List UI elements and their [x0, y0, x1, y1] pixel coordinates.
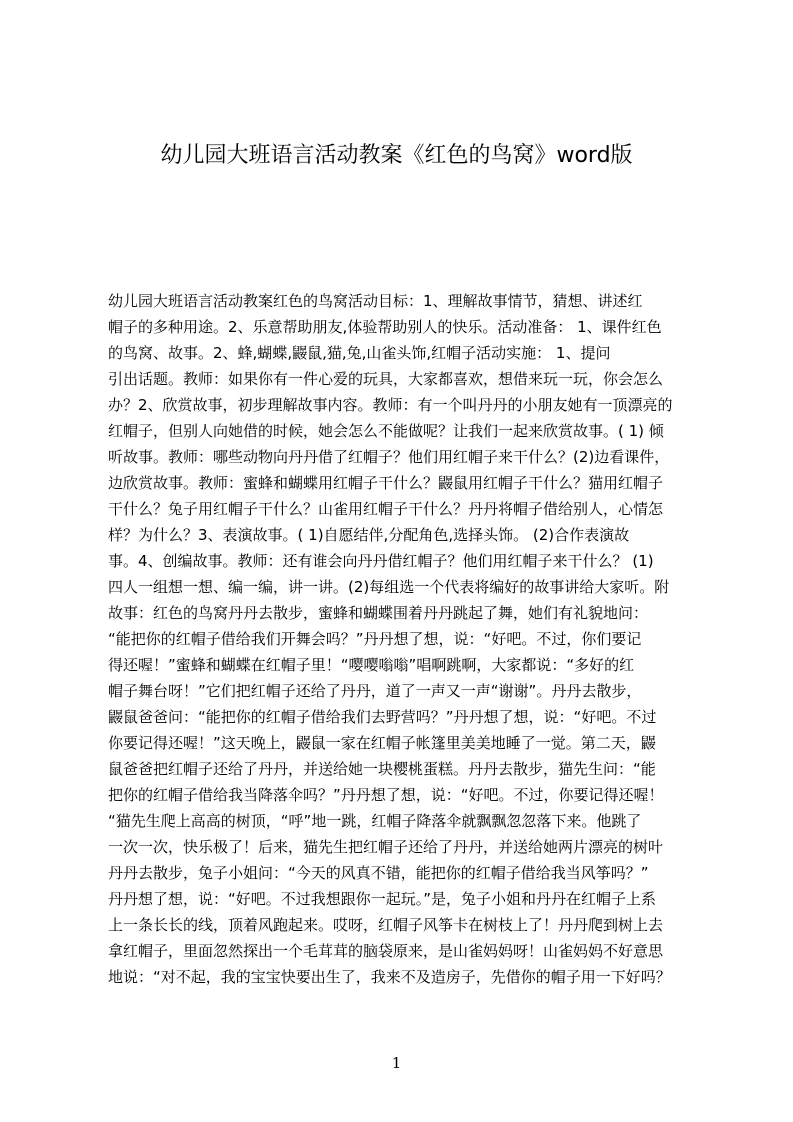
body-line: 鼠爸爸把红帽子还给了丹丹，并送给她一块樱桃蛋糕。丹丹去散步，猫先生问：“能: [108, 760, 656, 778]
body-line: 帽子舞台呀！”它们把红帽子还给了丹丹，道了一声又一声“谢谢”。丹丹去散步，: [108, 682, 642, 700]
body-line: 鼹鼠爸爸问：“能把你的红帽子借给我们去野营吗？”丹丹想了想，说：“好吧。不过: [108, 708, 657, 726]
body-line: 丹丹去散步，兔子小姐问：“今天的风真不错，能把你的红帽子借给我当风筝吗？”: [108, 864, 649, 882]
body-line: 引出话题。教师：如果你有一件心爱的玩具，大家都喜欢，想借来玩一玩，你会怎么: [108, 370, 664, 388]
body-line: 把你的红帽子借给我当降落伞吗？”丹丹想了想，说：“好吧。不过，你要记得还喔！: [108, 786, 664, 804]
body-line: 帽子的多种用途。2、乐意帮助朋友,体验帮助别人的快乐。活动准备： 1、课件红色: [108, 318, 662, 336]
body-line: 故事：红色的鸟窝丹丹去散步，蜜蜂和蝴蝶围着丹丹跳起了舞，她们有礼貌地问：: [108, 604, 649, 622]
body-line: 办？2、欣赏故事，初步理解故事内容。教师：有一个叫丹丹的小朋友她有一顶漂亮的: [108, 396, 673, 414]
document-body: [108, 288, 698, 990]
body-line: 丹丹想了想，说：“好吧。不过我想跟你一起玩。”是，兔子小姐和丹丹在红帽子上系: [108, 890, 657, 908]
body-line: 听故事。教师：哪些动物向丹丹借了红帽子？他们用红帽子来干什么？(2)边看课件，: [108, 448, 670, 466]
body-line: 幼儿园大班语言活动教案红色的鸟窝活动目标：1、理解故事情节，猜想、讲述红: [108, 292, 643, 310]
body-line: 一次一次，快乐极了！后来，猫先生把红帽子还给了丹丹，并送给她两片漂亮的树叶: [108, 838, 664, 856]
body-line: 拿红帽子，里面忽然探出一个毛茸茸的脑袋原来，是山雀妈妈呀！山雀妈妈不好意思: [108, 942, 664, 960]
document-title: 幼儿园大班语言活动教案《红色的鸟窝》word版: [160, 143, 633, 168]
body-line: 干什么？兔子用红帽子干什么？山雀用红帽子干什么？丹丹将帽子借给别人，心情怎: [108, 500, 664, 518]
body-line: 四人一组想一想、编一编，讲一讲。(2)每组选一个代表将编好的故事讲给大家听。附: [108, 578, 670, 596]
body-line: 样？为什么？3、表演故事。( 1)自愿结伴,分配角色,选择头饰。 (2)合作表演故: [108, 526, 630, 544]
body-line: 红帽子，但别人向她借的时候，她会怎么不能做呢？让我们一起来欣赏故事。( 1) 倾: [108, 422, 664, 440]
page-number: 1: [391, 1054, 402, 1072]
body-line: 事。4、创编故事。教师：还有谁会向丹丹借红帽子？他们用红帽子来干什么？ (1): [108, 552, 654, 570]
body-line: 地说：“对不起，我的宝宝快要出生了，我来不及造房子，先借你的帽子用一下好吗？: [108, 968, 671, 986]
body-line: 的鸟窝、故事。2、蜂,蝴蝶,鼹鼠,猫,兔,山雀头饰,红帽子活动实施： 1、提问: [108, 344, 611, 362]
body-line: “猫先生爬上高高的树顶，“呼”地一跳，红帽子降落伞就飘飘忽忽落下来。他跳了: [108, 812, 642, 830]
body-line: 上一条长长的线，顶着风跑起来。哎呀，红帽子风筝卡在树枝上了！丹丹爬到树上去: [108, 916, 664, 934]
body-line: 得还喔！”蜜蜂和蝴蝶在红帽子里！“嘤嘤嗡嗡”唱啊跳啊，大家都说：“多好的红: [108, 656, 635, 674]
body-line: “能把你的红帽子借给我们开舞会吗？”丹丹想了想，说：“好吧。不过，你们要记: [108, 630, 642, 648]
body-line: 你要记得还喔！”这天晚上，鼹鼠一家在红帽子帐篷里美美地睡了一觉。第二天，鼹: [108, 734, 656, 752]
body-line: 边欣赏故事。教师：蜜蜂和蝴蝶用红帽子干什么？鼹鼠用红帽子干什么？猫用红帽子: [108, 474, 664, 492]
